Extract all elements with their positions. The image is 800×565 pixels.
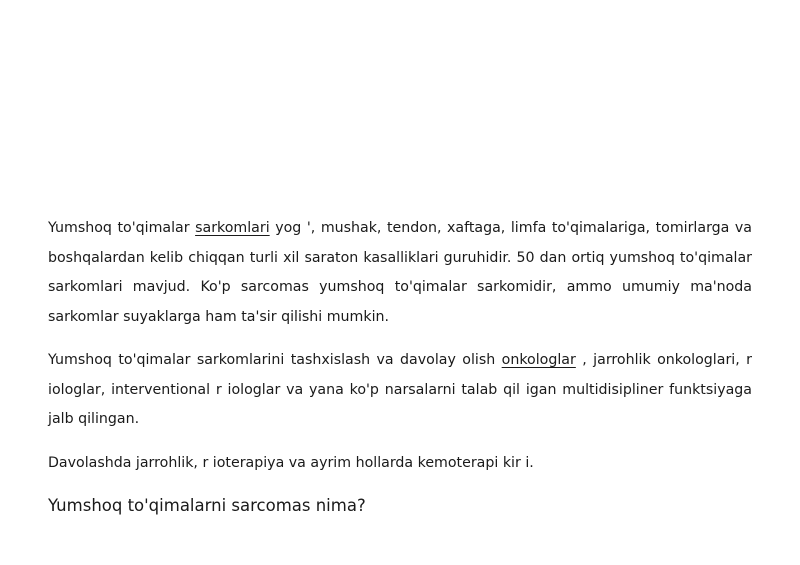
- sarkomlari-link[interactable]: sarkomlari: [195, 220, 270, 236]
- paragraph-diagnosis-text-end: , jarrohlik onkologlari, r iologlar, interventional r iologlar va yana ko'p narsalarni talab qil igan multidisipliner funktsiyaga jalb qilingan.: [48, 352, 752, 427]
- paragraph-intro: [48, 214, 752, 332]
- onkologlar-link[interactable]: onkologlar: [501, 352, 576, 368]
- paragraph-intro-text-end: yog ', mushak, tendon, xaftaga, limfa to'qimalariga, tomirlarga va boshqalardan kelib chiqqan turli xil saraton kasalliklari guruhidir. 50 dan ortiq yumshoq to'qimalar sarkomlari mavjud. Ko'p sarcomas yumshoq to'qimalar sarkomidir, ammo umumiy ma'noda sarkomlar suyaklarga ham ta'sir qilishi mumkin.: [48, 220, 752, 325]
- paragraph-diagnosis: [48, 346, 752, 435]
- paragraph-intro-text-start: Yumshoq to'qimalar: [48, 220, 196, 236]
- paragraph-treatment: Davolashda jarrohlik, r ioterapiya va ayrim hollarda kemoterapi kir i.: [48, 454, 534, 471]
- paragraph-diagnosis-text-start: Yumshoq to'qimalar sarkomlarini tashxislash va davolay olish: [48, 352, 502, 368]
- article-body: [48, 214, 752, 518]
- section-heading: Yumshoq to'qimalarni sarcomas nima?: [48, 496, 366, 515]
